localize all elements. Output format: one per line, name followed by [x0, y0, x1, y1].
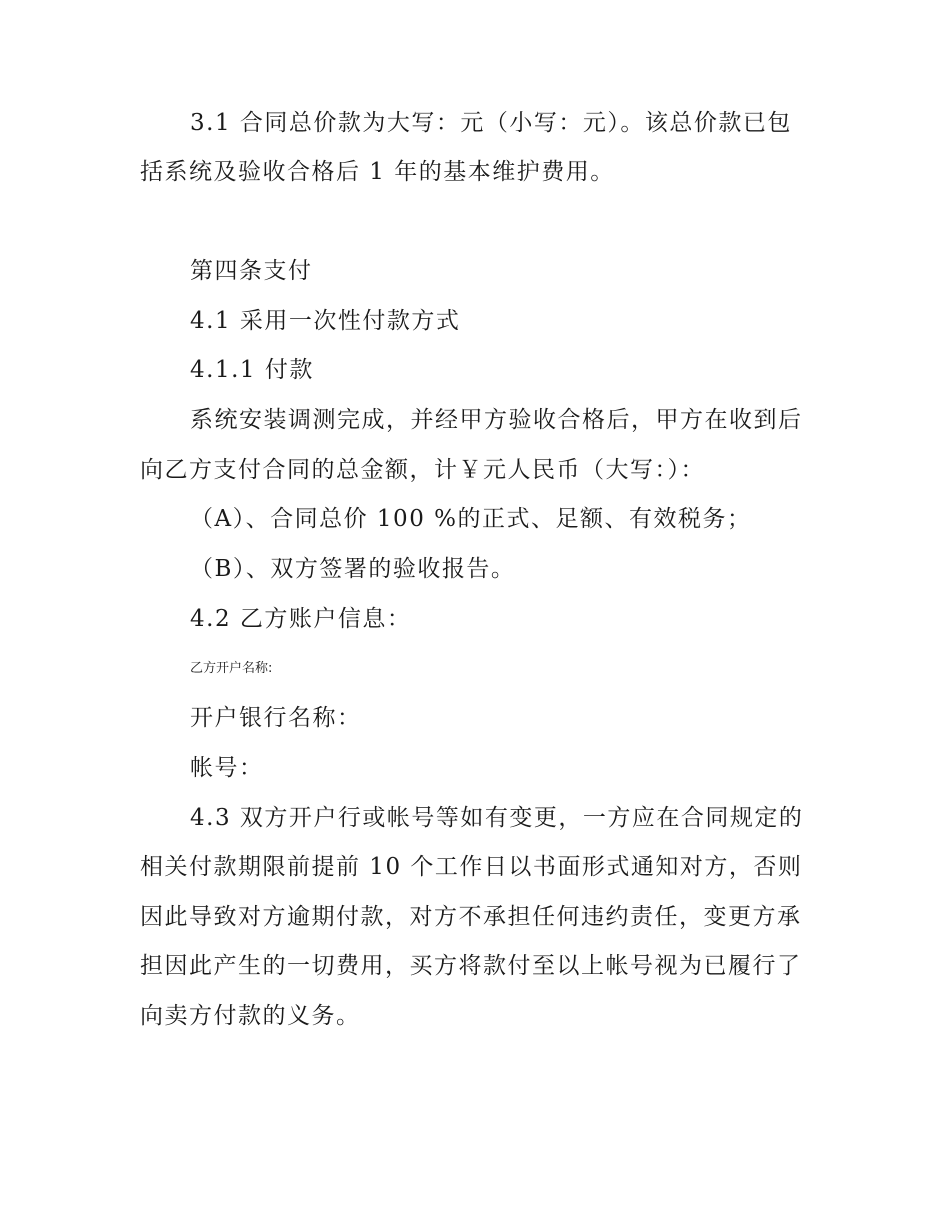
- item-a: （A）、合同总价 100 %的正式、足额、有效税务；: [190, 506, 752, 532]
- payment-text-line-2: 向乙方支付合同的总金额，计￥元人民币（大写：）：: [140, 457, 705, 483]
- clause-3-1-line-1: 3.1 合同总价款为大写：元（小写：元）。该总价款已包: [190, 110, 792, 136]
- account-name-label: 乙方开户名称:: [190, 661, 273, 676]
- payment-text-line-1: 系统安装调测完成，并经甲方验收合格后，甲方在收到后: [190, 407, 803, 433]
- clause-4-3-line-4: 担因此产生的一切费用，买方将款付至以上帐号视为已履行了: [140, 953, 802, 979]
- item-b: （B）、双方签署的验收报告。: [190, 556, 516, 582]
- clause-4-1-1: 4.1.1 付款: [190, 357, 314, 383]
- bank-name-label: 开户银行名称：: [190, 705, 362, 731]
- clause-4-1: 4.1 采用一次性付款方式: [190, 308, 461, 334]
- clause-3-1-line-2: 括系统及验收合格后 1 年的基本维护费用。: [140, 159, 615, 185]
- clause-4-3-line-5: 向卖方付款的义务。: [140, 1003, 361, 1029]
- clause-4-2: 4.2 乙方账户信息：: [190, 606, 412, 632]
- clause-4-3-line-3: 因此导致对方逾期付款，对方不承担任何违约责任，变更方承: [140, 904, 802, 930]
- clause-4-3-line-1: 4.3 双方开户行或帐号等如有变更，一方应在合同规定的: [190, 805, 804, 831]
- article-4-heading: 第四条支付: [190, 258, 313, 284]
- clause-4-3-line-2: 相关付款期限前提前 10 个工作日以书面形式通知对方，否则: [140, 854, 803, 880]
- account-number-label: 帐号：: [190, 755, 264, 781]
